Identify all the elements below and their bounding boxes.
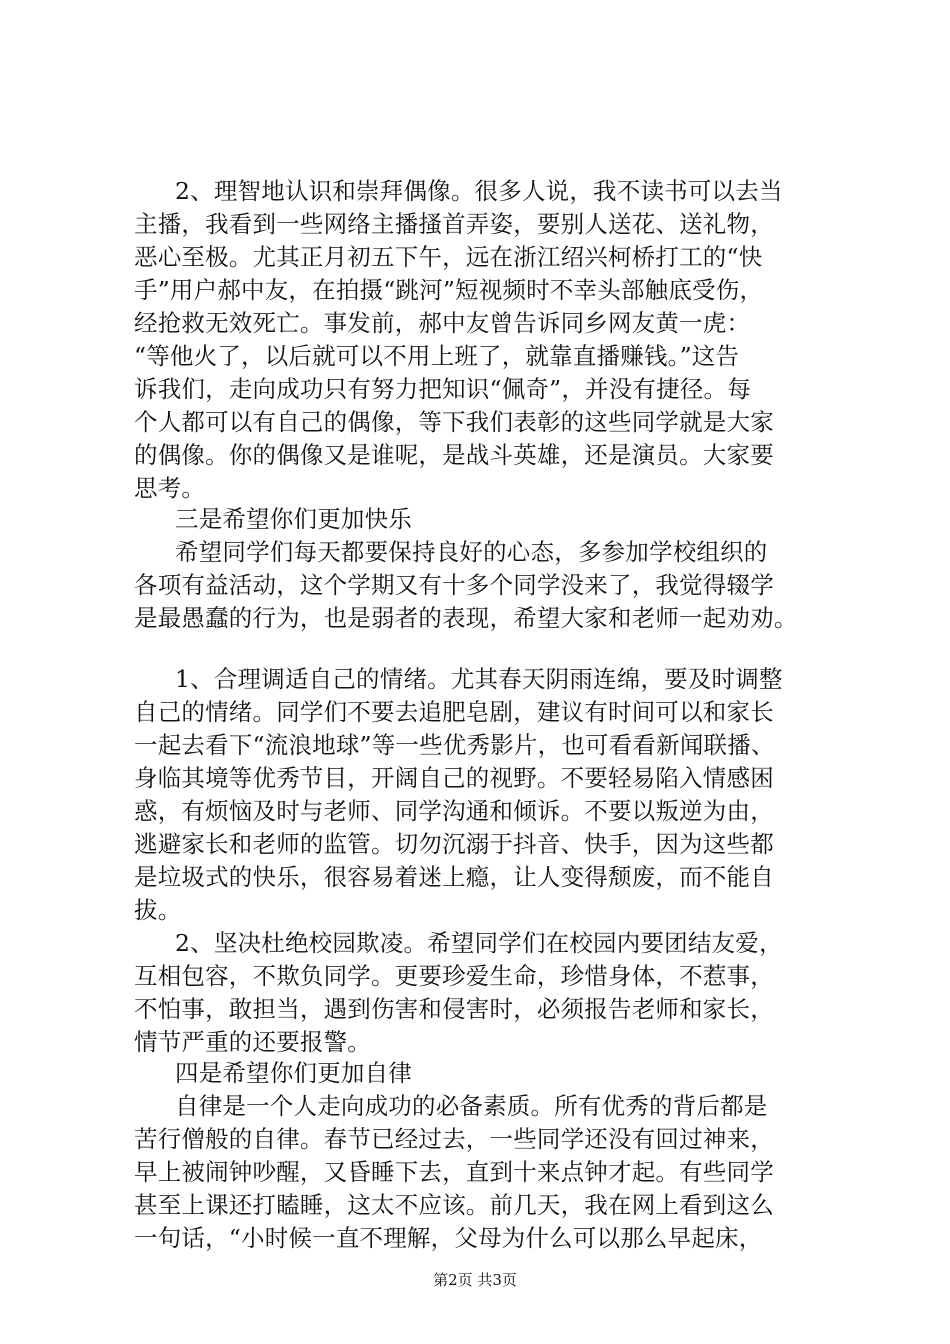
text-line: 经抢救无效死亡。事发前，郝中友曾告诉同乡网友黄一虎： xyxy=(134,309,751,337)
text-line: 是最愚蠢的行为，也是弱者的表现，希望大家和老师一起劝劝。 xyxy=(134,604,798,632)
text-line: 个人都可以有自己的偶像，等下我们表彰的这些同学就是大家 xyxy=(134,408,774,436)
text-line: 拔。 xyxy=(134,896,182,924)
text-line: 身临其境等优秀节目，开阔自己的视野。不要轻易陷入情感困 xyxy=(134,764,774,792)
text-line: 逃避家长和老师的监管。切勿沉溺于抖音、快手，因为这些都 xyxy=(134,830,774,858)
text-line: 惑，有烦恼及时与老师、同学沟通和倾诉。不要以叛逆为由， xyxy=(134,797,774,825)
text-line: 一句话，“小时候一直不理解，父母为什么可以那么早起床， xyxy=(134,1224,763,1252)
text-line: 诉我们，走向成功只有努力把知识“佩奇”，并没有捷径。每 xyxy=(134,375,751,403)
text-line: 1、合理调适自己的情绪。尤其春天阴雨连绵，要及时调整 xyxy=(175,665,783,693)
text-line: 互相包容，不欺负同学。更要珍爱生命，珍惜身体，不惹事， xyxy=(134,962,774,990)
text-line: 2、理智地认识和崇拜偶像。很多人说，我不读书可以去当 xyxy=(175,177,783,205)
page-number-footer: 第2页 共3页 xyxy=(433,1271,517,1289)
text-line: 希望同学们每天都要保持良好的心态，多参加学校组织的 xyxy=(175,538,768,566)
text-line: 自律是一个人走向成功的必备素质。所有优秀的背后都是 xyxy=(175,1092,768,1120)
text-line: 各项有益活动，这个学期又有十多个同学没来了，我觉得辍学 xyxy=(134,571,774,599)
text-line: 早上被闹钟吵醒，又昏睡下去，直到十来点钟才起。有些同学 xyxy=(134,1158,774,1186)
text-line: 手”用户郝中友，在拍摄“跳河”短视频时不幸头部触底受伤， xyxy=(134,276,764,304)
section-heading: 四是希望你们更加自律 xyxy=(175,1059,412,1087)
text-line: 不怕事，敢担当，遇到伤害和侵害时，必须报告老师和家长， xyxy=(134,995,774,1023)
text-line: 是垃圾式的快乐，很容易着迷上瘾，让人变得颓废，而不能自 xyxy=(134,863,774,891)
text-line: “等他火了，以后就可以不用上班了，就靠直播赚钱。”这告 xyxy=(134,342,740,370)
text-line: 主播，我看到一些网络主播搔首弄姿，要别人送花、送礼物， xyxy=(134,210,774,238)
text-line: 情节严重的还要报警。 xyxy=(134,1028,371,1056)
text-line: 一起去看下“流浪地球”等一些优秀影片，也可看看新闻联播、 xyxy=(134,731,775,759)
text-line: 恶心至极。尤其正月初五下午，远在浙江绍兴柯桥打工的“快 xyxy=(134,243,763,271)
text-line: 甚至上课还打瞌睡，这太不应该。前几天，我在网上看到这么 xyxy=(134,1191,774,1219)
text-line: 苦行僧般的自律。春节已经过去，一些同学还没有回过神来， xyxy=(134,1125,774,1153)
text-line: 自己的情绪。同学们不要去追肥皂剧，建议有时间可以和家长 xyxy=(134,698,774,726)
text-line: 2、坚决杜绝校园欺凌。希望同学们在校园内要团结友爱， xyxy=(175,929,783,957)
text-line: 思考。 xyxy=(134,474,206,502)
section-heading: 三是希望你们更加快乐 xyxy=(175,505,412,533)
text-line: 的偶像。你的偶像又是谁呢，是战斗英雄，还是演员。大家要 xyxy=(134,441,774,469)
